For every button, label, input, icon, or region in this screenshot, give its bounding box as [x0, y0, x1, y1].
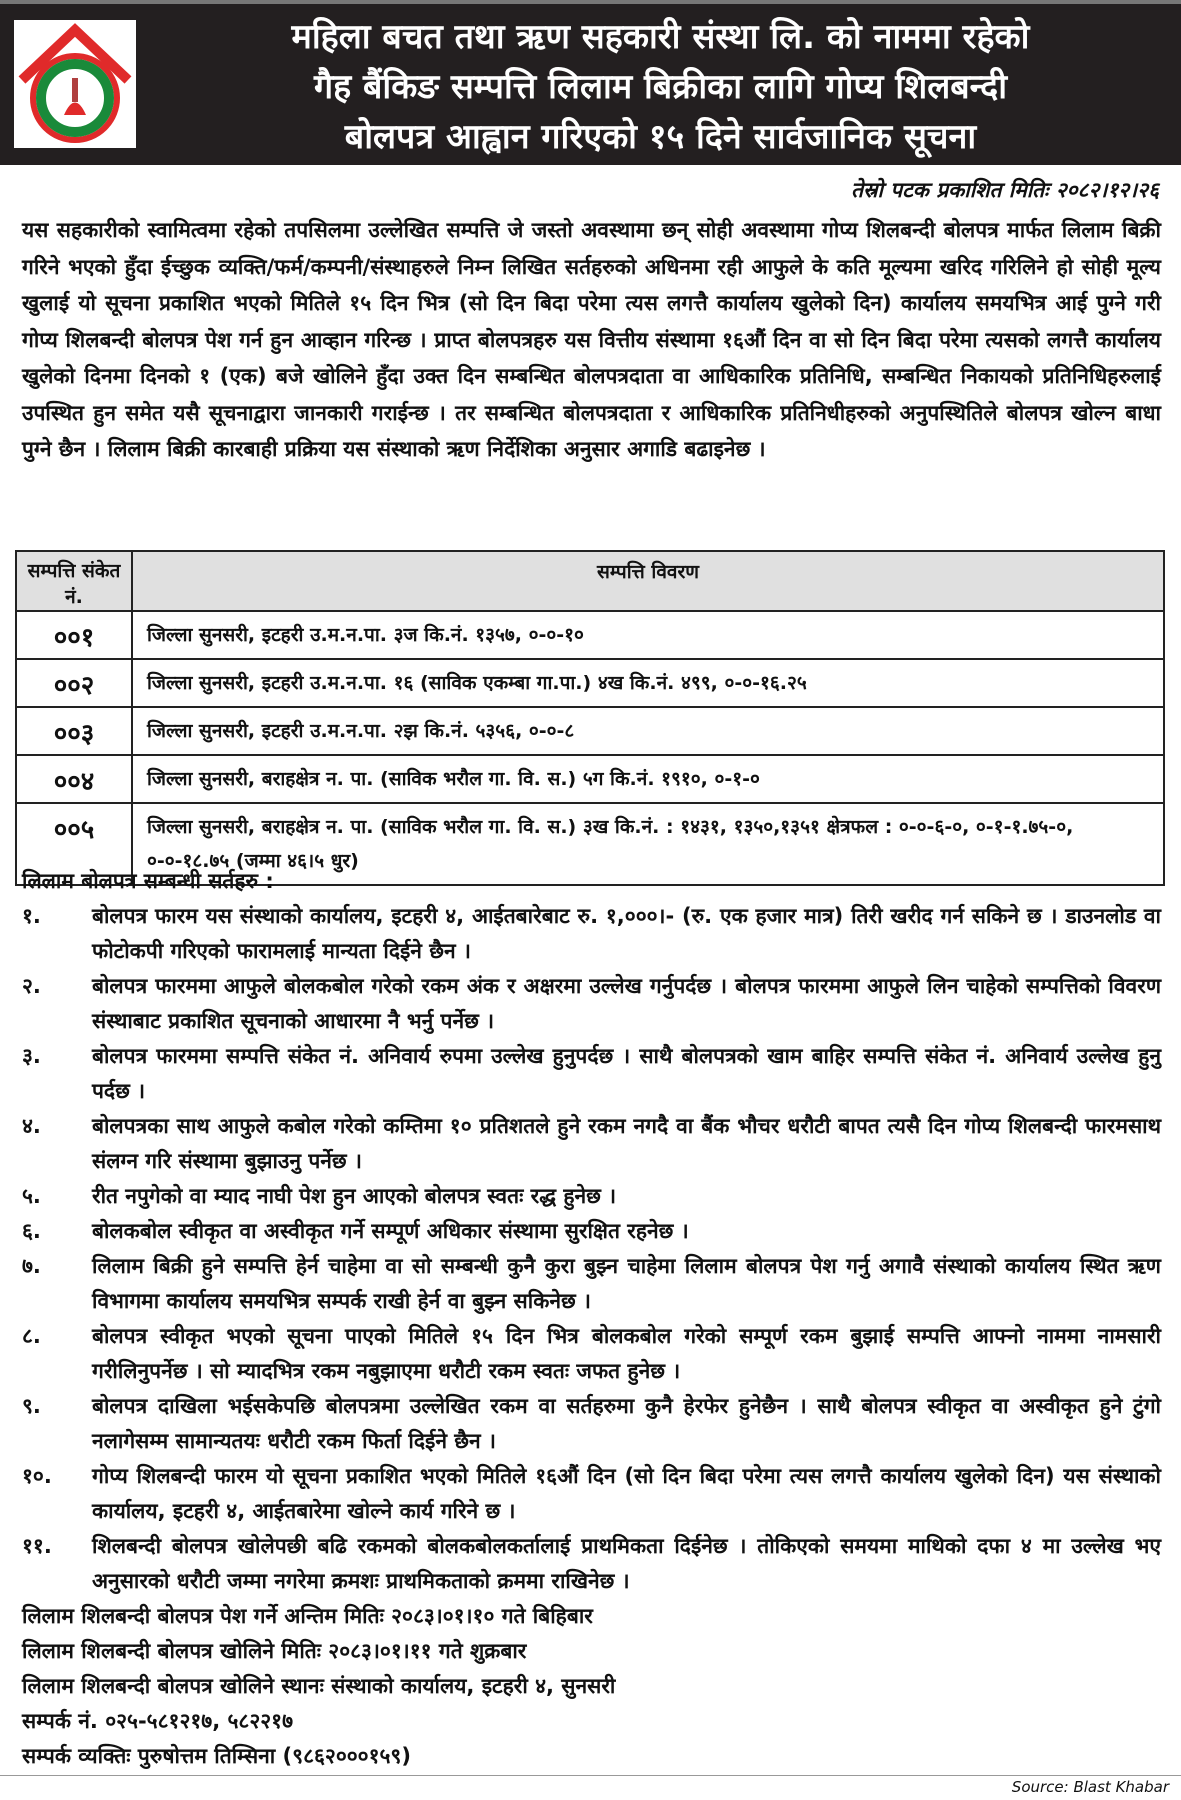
footer-info: [22, 1599, 1161, 1774]
term-item: [22, 1529, 1161, 1599]
submission-deadline: लिलाम शिलबन्दी बोलपत्र पेश गर्ने अन्तिम मितिः २०८३।०१।१० गते बिहिबार: [22, 1604, 593, 1628]
term-number: १०.: [22, 1464, 52, 1488]
row-desc: जिल्ला सुनसरी, इटहरी उ.म.न.पा. २झ कि.नं. ५३५६, ०-०-८: [132, 707, 1164, 755]
property-table: [15, 550, 1165, 886]
term-number: ३.: [22, 1044, 41, 1068]
term-item: [22, 1459, 1161, 1529]
intro-paragraph: यस सहकारीको स्वामित्वमा रहेको तपसिलमा उल्लेखित सम्पत्ति जे जस्तो अवस्थामा छन् सोही अवस्थामा गोप्य शिलबन्दी बोलपत्र मार्फत लिलाम बिक्री गरिने भएको हुँदा ईच्छुक व्यक्ति/फर्म/कम्पनी/संस्थाहरुले निम्न लिखित सर्तहरुको अधिनमा रही आफुले के कति मूल्यमा खरिद गरिलिने हो सोही मूल्य खुलाई यो सूचना प्रकाशित भएको मितिले १५ दिन भित्र (सो दिन बिदा परेमा त्यस लगत्तै कार्यालय खुलेको दिन) कार्यालय समयभित्र आई पुग्ने गरी गोप्य शिलबन्दी बोलपत्र पेश गर्न हुन आव्हान गरिन्छ । प्राप्त बोलपत्रहरु यस वित्तीय संस्थामा १६औं दिन वा सो दिन बिदा परेमा त्यसको लगत्तै कार्यालय खुलेको दिनमा दिनको १ (एक) बजे खोलिने हुँदा उक्त दिन सम्बन्धित बोलपत्रदाता वा आधिकारिक प्रतिनिधि, सम्बन्धित निकायको प्रतिनिधिहरुलाई उपस्थित हुन समेत यसै सूचनाद्वारा जानकारी गराईन्छ । तर सम्बन्धित बोलपत्रदाता र आधिकारिक प्रतिनिधीहरुको अनुपस्थितिले बोलपत्र खोल्न बाधा पुग्ने छैन । लिलाम बिक्री कारबाही प्रक्रिया यस संस्थाको ऋण निर्देशिका अनुसार अगाडि बढाइनेछ ।: [22, 218, 1161, 461]
term-item: [22, 1389, 1161, 1459]
row-desc: जिल्ला सुनसरी, बराहक्षेत्र न. पा. (साविक भरौल गा. वि. स.) ३ख कि.नं. : १४३१, १३५०,१३५१ क्षेत्रफल : ०-०-६-०, ०-१-१.७५-०, ०-०-१८.७५ (जम्मा ४६।५ धुर): [132, 803, 1164, 885]
term-number: ४.: [22, 1114, 41, 1138]
table-row: [16, 611, 1164, 659]
publish-date: तेस्रो पटक प्रकाशित मितिः २०८२।१२।२६: [851, 178, 1159, 202]
term-number: ११.: [22, 1534, 52, 1558]
contact-number: सम्पर्क नं. ०२५-५८१२१७, ५८२२१७: [22, 1709, 294, 1733]
term-text: बोलकबोल स्वीकृत वा अस्वीकृत गर्ने सम्पूर्ण अधिकार संस्थामा सुरक्षित रहनेछ ।: [92, 1219, 689, 1243]
table-row: [16, 707, 1164, 755]
row-code: ००३: [16, 707, 132, 755]
term-text: शिलबन्दी बोलपत्र खोलेपछी बढि रकमको बोलकबोलकर्तालाई प्राथमिकता दिईनेछ । तोकिएको समयमा माथिको दफा ४ मा उल्लेख भए अनुसारको धरौटी जम्मा नगरेमा क्रमशः प्राथमिकताको क्रममा राखिनेछ ।: [92, 1534, 1161, 1593]
cooperative-logo: [14, 20, 136, 148]
row-code: ००५: [16, 803, 132, 885]
row-code: ००१: [16, 611, 132, 659]
term-text: बोलपत्र फारममा सम्पत्ति संकेत नं. अनिवार्य रुपमा उल्लेख हुनुपर्दछ । साथै बोलपत्रको खाम बाहिर सम्पत्ति संकेत नं. अनिवार्य उल्लेख हुनु पर्दछ ।: [92, 1044, 1161, 1103]
notice-header: [0, 0, 1181, 165]
header-desc: सम्पत्ति विवरण: [132, 551, 1164, 611]
source-credit: Source: Blast Khabar: [1011, 1778, 1169, 1796]
term-text: रीत नपुगेको वा म्याद नाघी पेश हुन आएको बोलपत्र स्वतः रद्ध हुनेछ ।: [92, 1184, 617, 1208]
term-item: [22, 1179, 1161, 1214]
term-item: [22, 1039, 1161, 1109]
term-number: ६.: [22, 1219, 41, 1243]
row-desc: जिल्ला सुनसरी, इटहरी उ.म.न.पा. १६ (साविक एकम्बा गा.पा.) ४ख कि.नं. ४९९, ०-०-१६.२५: [132, 659, 1164, 707]
title-line-2: गैह बैंकिङ सम्पत्ति लिलाम बिक्रीका लागि गोप्य शिलबन्दी: [313, 67, 1008, 107]
term-text: गोप्य शिलबन्दी फारम यो सूचना प्रकाशित भएको मितिले १६औं दिन (सो दिन बिदा परेमा त्यस लगत्तै कार्यालय खुलेको दिन) यस संस्थाको कार्यालय, इटहरी ४, आईतबारेमा खोल्ने कार्य गरिने छ ।: [92, 1464, 1161, 1523]
divider: [0, 1775, 1181, 1776]
term-number: ७.: [22, 1254, 41, 1278]
term-text: बोलपत्र दाखिला भईसकेपछि बोलपत्रमा उल्लेखित रकम वा सर्तहरुमा कुनै हेरफेर हुनेछैन । साथै बोलपत्र स्वीकृत वा अस्वीकृत हुने टुंगो नलागेसम्म सामान्यतयः धरौटी रकम फिर्ता दिईने छैन ।: [92, 1394, 1161, 1453]
term-number: ८.: [22, 1324, 41, 1348]
row-code: ००२: [16, 659, 132, 707]
term-item: [22, 969, 1161, 1039]
term-number: १.: [22, 904, 41, 928]
term-item: [22, 1319, 1161, 1389]
term-item: [22, 899, 1161, 969]
table-row: [16, 659, 1164, 707]
term-number: ९.: [22, 1394, 41, 1418]
row-desc: जिल्ला सुनसरी, इटहरी उ.म.न.पा. ३ज कि.नं. १३५७, ०-०-१०: [132, 611, 1164, 659]
term-number: २.: [22, 974, 41, 998]
term-item: [22, 1249, 1161, 1319]
terms-section: [22, 864, 1161, 1774]
term-text: बोलपत्र फारम यस संस्थाको कार्यालय, इटहरी ४, आईतबारेबाट रु. १,०००।- (रु. एक हजार मात्र) तिरी खरीद गर्न सकिने छ । डाउनलोड वा फोटोकपी गरिएको फारामलाई मान्यता दिईने छैन ।: [92, 904, 1161, 963]
term-text: बोलपत्र फारममा आफुले बोलकबोल गरेको रकम अंक र अक्षरमा उल्लेख गर्नुपर्दछ । बोलपत्र फारममा आफुले लिन चाहेको सम्पत्तिको विवरण संस्थाबाट प्रकाशित सूचनाको आधारमा नै भर्नु पर्नेछ ।: [92, 974, 1161, 1033]
term-text: बोलपत्रका साथ आफुले कबोल गरेको कम्तिमा १० प्रतिशतले हुने रकम नगदै वा बैंक भौचर धरौटी बापत त्यसै दिन गोप्य शिलबन्दी फारमसाथ संलग्न गरि संस्थामा बुझाउनु पर्नेछ ।: [92, 1114, 1161, 1173]
term-number: ५.: [22, 1184, 41, 1208]
row-code: ००४: [16, 755, 132, 803]
title-line-1: महिला बचत तथा ऋण सहकारी संस्था लि. को नाममा रहेको: [291, 17, 1030, 57]
table-row: [16, 755, 1164, 803]
opening-place: लिलाम शिलबन्दी बोलपत्र खोलिने स्थानः संस्थाको कार्यालय, इटहरी ४, सुनसरी: [22, 1674, 616, 1698]
contact-person: सम्पर्क व्यक्तिः पुरुषोत्तम तिम्सिना (९८६२०००१५९): [22, 1744, 411, 1768]
term-text: लिलाम बिक्री हुने सम्पत्ति हेर्न चाहेमा वा सो सम्बन्धी कुनै कुरा बुझ्न चाहेमा लिलाम बोलपत्र पेश गर्नु अगावै संस्थाको कार्यालय स्थित ऋण विभागमा कार्यालय समयभित्र सम्पर्क राखी हेर्न वा बुझ्न सकिनेछ ।: [92, 1254, 1161, 1313]
row-desc: जिल्ला सुनसरी, बराहक्षेत्र न. पा. (साविक भरौल गा. वि. स.) ५ग कि.नं. १९१०, ०-१-०: [132, 755, 1164, 803]
term-item: [22, 1214, 1161, 1249]
title-line-3: बोलपत्र आह्वान गरिएको १५ दिने सार्वजानिक सूचना: [344, 117, 977, 157]
term-text: बोलपत्र स्वीकृत भएको सूचना पाएको मितिले १५ दिन भित्र बोलकबोल गरेको सम्पूर्ण रकम बुझाई सम्पत्ति आफ्नो नाममा नामसारी गरीलिनुपर्नेछ । सो म्यादभित्र रकम नबुझाएमा धरौटी रकम स्वतः जफत हुनेछ ।: [92, 1324, 1161, 1383]
terms-heading: लिलाम बोलपत्र सम्बन्धी सर्तहरु :: [22, 869, 274, 893]
term-item: [22, 1109, 1161, 1179]
opening-date: लिलाम शिलबन्दी बोलपत्र खोलिने मितिः २०८३।०१।११ गते शुक्रबार: [22, 1639, 527, 1663]
header-code: सम्पत्ति संकेत नं.: [16, 551, 132, 611]
